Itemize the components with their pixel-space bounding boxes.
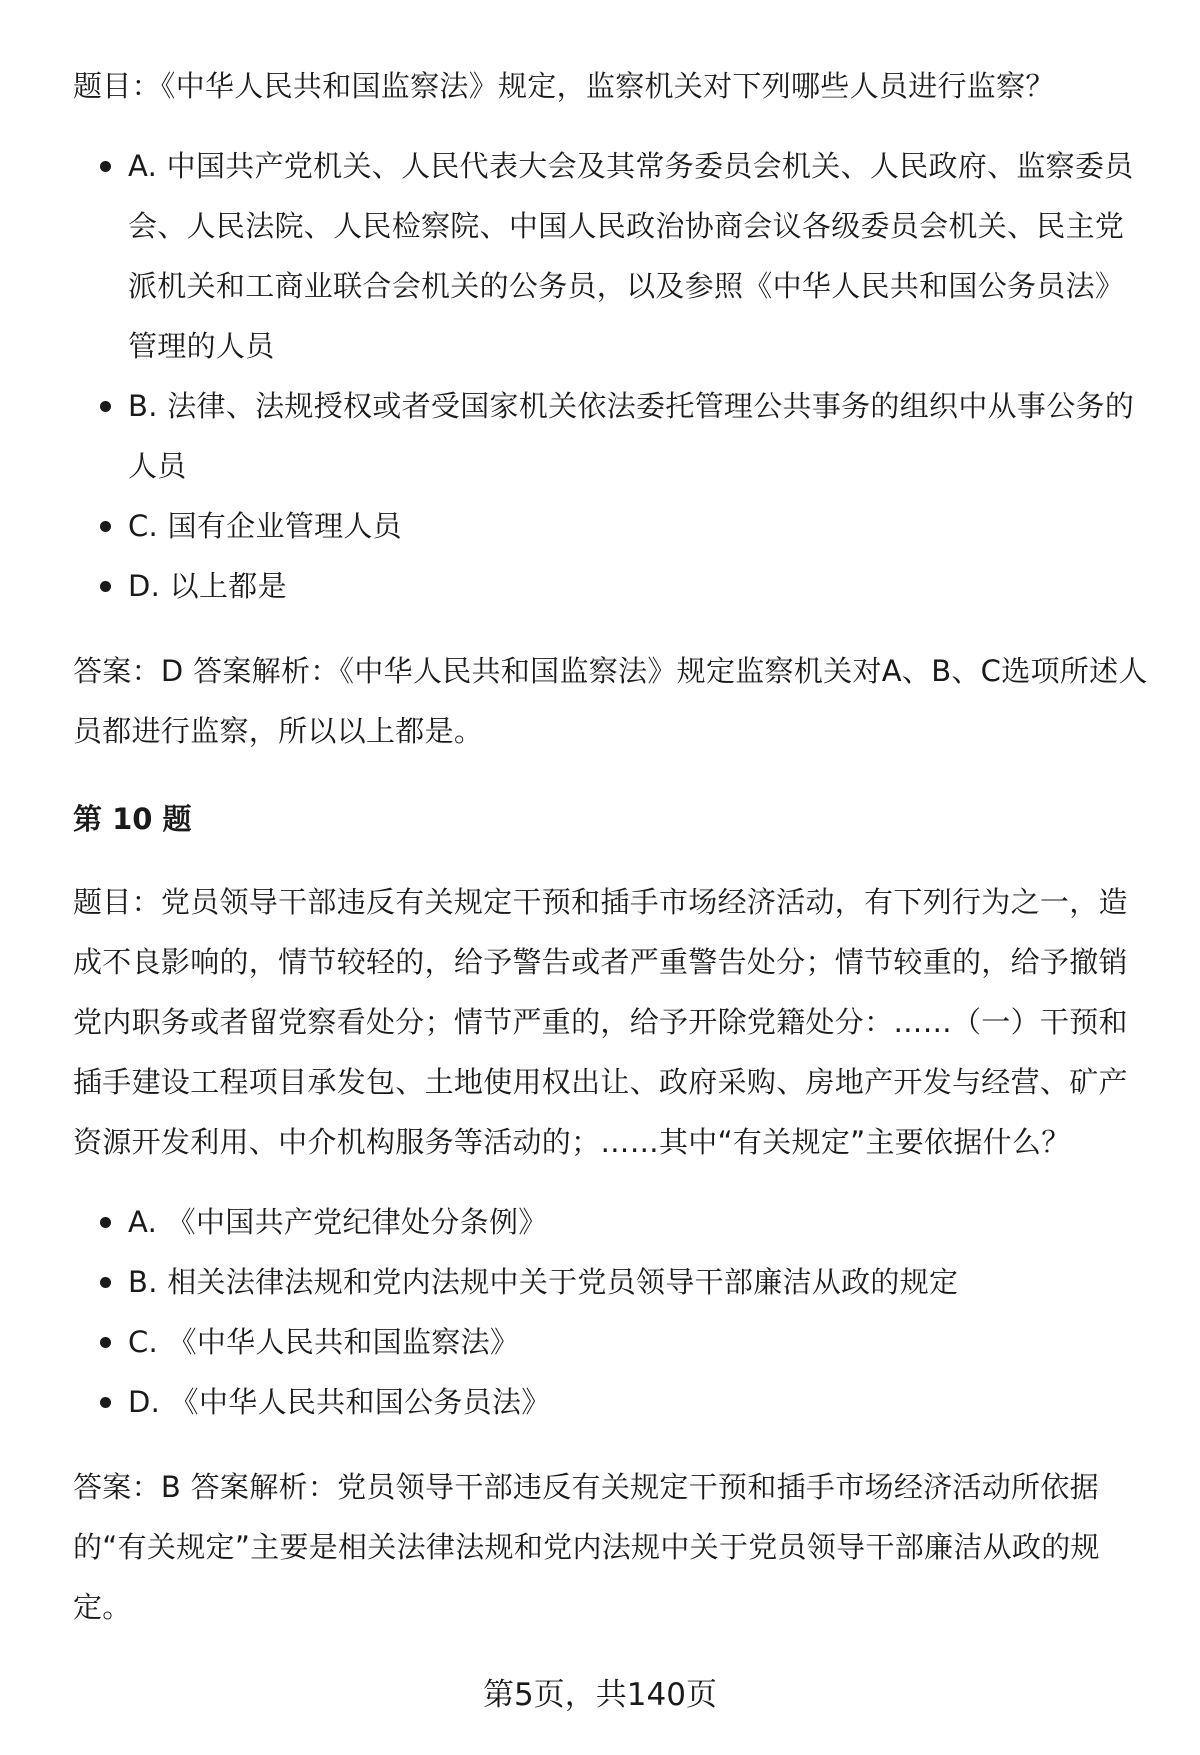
bullet-icon <box>100 1397 111 1408</box>
option-item <box>73 1312 1153 1372</box>
option-text: B. 法律、法规授权或者受国家机关依法委托管理公共事务的组织中从事公务的人员 <box>128 389 1135 483</box>
document-page <box>73 56 1153 1637</box>
question-9-options <box>73 136 1153 616</box>
bullet-icon <box>100 401 111 412</box>
option-text: D. 以上都是 <box>128 569 287 603</box>
option-item <box>73 1252 1153 1312</box>
question-10-heading: 第 10 题 <box>73 802 192 836</box>
option-text: A. 《中国共产党纪律处分条例》 <box>128 1205 548 1239</box>
question-10-answer: 答案：B 答案解析：党员领导干部违反有关规定干预和插手市场经济活动所依据的“有关规定”主要是相关法律法规和党内法规中关于党员领导干部廉洁从政的规定。 <box>73 1470 1100 1624</box>
bullet-icon <box>100 581 111 592</box>
option-item <box>73 556 1153 616</box>
option-text: B. 相关法律法规和党内法规中关于党员领导干部廉洁从政的规定 <box>128 1265 959 1299</box>
option-item <box>73 496 1153 556</box>
option-text: C. 《中华人民共和国监察法》 <box>128 1325 520 1359</box>
bullet-icon <box>100 1217 111 1228</box>
option-item <box>73 1372 1153 1432</box>
option-text: A. 中国共产党机关、人民代表大会及其常务委员会机关、人民政府、监察委员会、人民法院、人民检察院、中国人民政治协商会议各级委员会机关、民主党派机关和工商业联合会机关的公务员，以及参照《中华人民共和国公务员法》管理的人员 <box>128 149 1134 363</box>
option-item <box>73 376 1153 496</box>
bullet-icon <box>100 161 111 172</box>
option-text: C. 国有企业管理人员 <box>128 509 402 543</box>
page-number: 第5页，共140页 <box>483 1677 717 1713</box>
bullet-icon <box>100 1277 111 1288</box>
bullet-icon <box>100 1337 111 1348</box>
question-9-text: 题目：《中华人民共和国监察法》规定，监察机关对下列哪些人员进行监察？ <box>73 69 1055 103</box>
question-9-answer: 答案：D 答案解析：《中华人民共和国监察法》规定监察机关对A、B、C选项所述人员都进行监察，所以以上都是。 <box>73 654 1148 748</box>
bullet-icon <box>100 521 111 532</box>
option-item <box>73 1192 1153 1252</box>
question-10-options <box>73 1192 1153 1432</box>
option-text: D. 《中华人民共和国公务员法》 <box>128 1385 551 1419</box>
question-10-text: 题目：党员领导干部违反有关规定干预和插手市场经济活动，有下列行为之一，造成不良影响的，情节较轻的，给予警告或者严重警告处分；情节较重的，给予撤销党内职务或者留党察看处分；情节严重的，给予开除党籍处分：……（一）干预和插手建设工程项目承发包、土地使用权出让、政府采购、房地产开发与经营、矿产资源开发利用、中介机构服务等活动的；……其中“有关规定”主要依据什么？ <box>73 885 1128 1159</box>
option-item <box>73 136 1153 376</box>
